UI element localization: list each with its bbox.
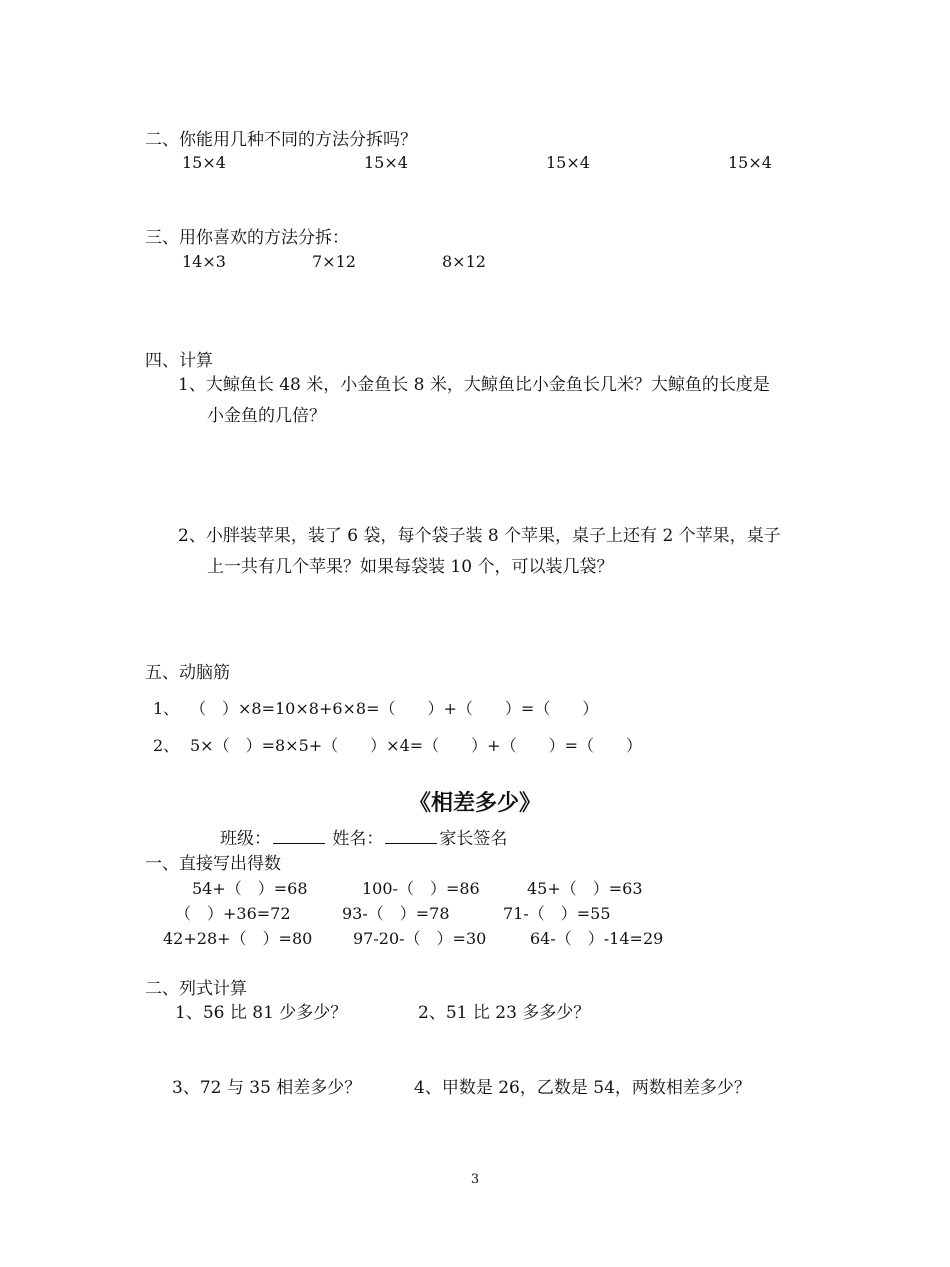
section3-heading: 三、用你喜欢的方法分拆： xyxy=(145,228,349,248)
student-info-line xyxy=(220,829,507,849)
worksheet-title: 《相差多少》 xyxy=(408,791,541,816)
parent-signature-label: 家长签名 xyxy=(439,829,508,849)
section3-item-2: 7×12 xyxy=(312,252,356,271)
section5-q1: （ ）×8=10×8+6×8=（ ）+（ ）=（ ） xyxy=(190,699,599,718)
p2-s1-r2-c1: （ ）+36=72 xyxy=(175,904,291,923)
p2-s1-r1-c2: 100-（ ）=86 xyxy=(362,879,480,898)
p2-section1-heading: 一、直接写出得数 xyxy=(145,854,281,874)
section4-q1-line1: 1、大鲸鱼长 48 米，小金鱼长 8 米，大鲸鱼比小金鱼长几米？大鲸鱼的长度是 xyxy=(178,375,770,395)
p2-s1-r2-c2: 93-（ ）=78 xyxy=(342,904,450,923)
p2-s1-r3-c1: 42+28+（ ）=80 xyxy=(163,929,313,948)
p2-s2-q1: 1、56 比 81 少多少？ xyxy=(175,1003,348,1023)
p2-s2-q4: 4、甲数是 26，乙数是 54，两数相差多少？ xyxy=(414,1078,751,1098)
section5-heading: 五、动脑筋 xyxy=(145,663,230,683)
p2-s1-r1-c3: 45+（ ）=63 xyxy=(527,879,643,898)
section2-heading: 二、你能用几种不同的方法分拆吗？ xyxy=(145,130,417,150)
section5-q2-number: 2、 xyxy=(153,736,180,755)
p2-section2-heading: 二、列式计算 xyxy=(145,979,247,999)
section2-item-2: 15×4 xyxy=(364,153,408,172)
section2-item-4: 15×4 xyxy=(728,153,772,172)
p2-s2-q2: 2、51 比 23 多多少？ xyxy=(418,1003,591,1023)
section5-q2: 5×（ ）=8×5+（ ）×4=（ ）+（ ）=（ ） xyxy=(190,736,642,755)
p2-s2-q3: 3、72 与 35 相差多少？ xyxy=(172,1078,362,1098)
p2-s1-r1-c1: 54+（ ）=68 xyxy=(192,879,308,898)
name-label: 姓名： xyxy=(332,829,384,849)
name-blank[interactable] xyxy=(385,829,437,844)
section4-heading: 四、计算 xyxy=(145,351,213,371)
p2-s1-r2-c3: 71-（ ）=55 xyxy=(503,904,611,923)
section4-q2-line2: 上一共有几个苹果？如果每袋装 10 个，可以装几袋？ xyxy=(207,557,614,577)
section2-item-1: 15×4 xyxy=(182,153,226,172)
section5-q1-number: 1、 xyxy=(153,699,180,718)
p2-s1-r3-c2: 97-20-（ ）=30 xyxy=(353,929,487,948)
section3-item-3: 8×12 xyxy=(442,252,486,271)
section4-q1-line2: 小金鱼的几倍？ xyxy=(207,406,326,426)
p2-s1-r3-c3: 64-（ ）-14=29 xyxy=(530,929,664,948)
page-number: 3 xyxy=(470,1172,480,1187)
section2-item-3: 15×4 xyxy=(546,153,590,172)
section4-q2-line1: 2、小胖装苹果，装了 6 袋，每个袋子装 8 个苹果，桌子上还有 2 个苹果，桌子 xyxy=(178,526,781,546)
class-blank[interactable] xyxy=(273,829,325,844)
section3-item-1: 14×3 xyxy=(182,252,226,271)
class-label: 班级： xyxy=(220,829,271,849)
